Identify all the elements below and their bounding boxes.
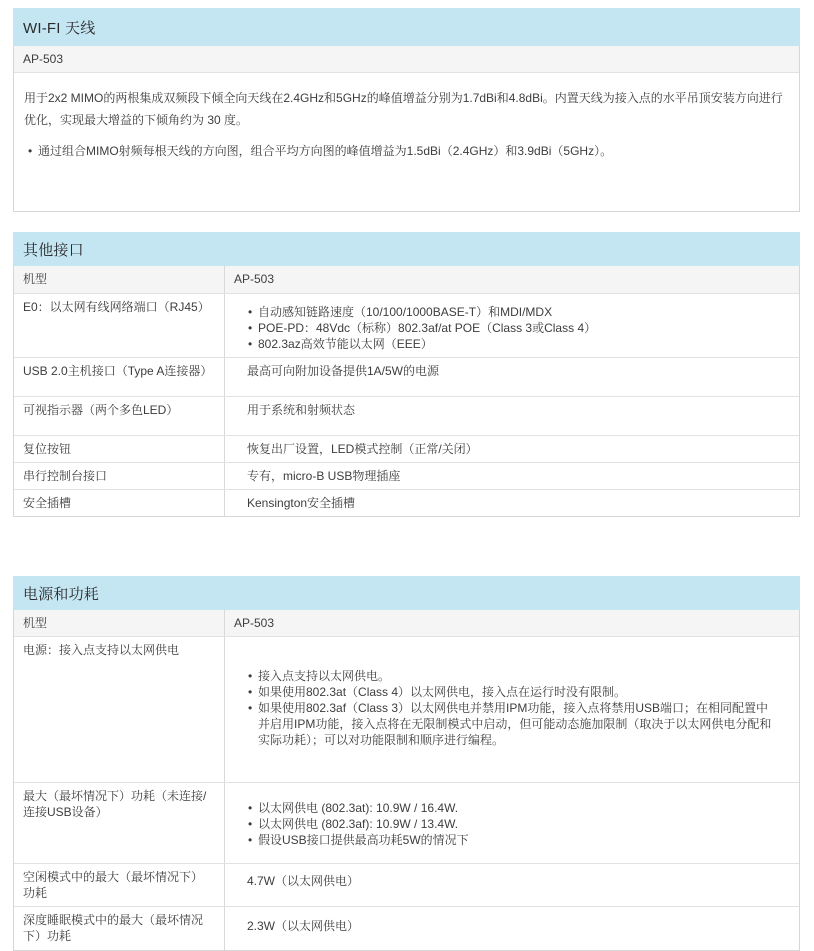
section-power-consumption <box>13 576 800 951</box>
table-row-ethernet-port <box>14 294 799 358</box>
section-title: WI-FI 天线 <box>23 19 96 37</box>
bullet-item: • 自动感知链路速度（10/100/1000BASE-T）和MDI/MDX <box>248 304 778 320</box>
table-row-power-source <box>14 637 799 783</box>
row-label: 串行控制台接口 <box>14 463 225 489</box>
model-subheader-row <box>14 610 799 637</box>
row-value <box>225 294 799 357</box>
bullet-item: • 802.3az高效节能以太网（EEE） <box>248 336 778 352</box>
row-label: 深度睡眠模式中的最大（最坏情况下）功耗 <box>14 907 225 950</box>
model-name: AP-503 <box>23 52 64 66</box>
row-value: 最高可向附加设备提供1A/5W的电源 <box>247 364 440 378</box>
row-label: 电源：接入点支持以太网供电 <box>14 637 225 782</box>
bullet-item: • 如果使用802.3af（Class 3）以太网供电并禁用IPM功能，接入点将禁用USB端口；在相同配置中并启用IPM功能，接入点将在无限制模式中启动，但可能动态施加限制（取决于以太网供电分配和实际功耗）；可以对功能限制和顺序进行编程。 <box>248 700 778 748</box>
bullet-item: • 如果使用802.3at（Class 4）以太网供电，接入点在运行时没有限制。 <box>248 684 778 700</box>
row-label: 安全插槽 <box>14 490 225 516</box>
section-other-interfaces <box>13 232 800 517</box>
bullet-list <box>234 668 789 748</box>
model-name: AP-503 <box>234 616 275 630</box>
row-label: 可视指示器（两个多色LED） <box>14 397 225 435</box>
section-header-other-interfaces <box>13 232 800 266</box>
model-subheader-row <box>14 46 799 73</box>
section-title: 电源和功耗 <box>23 585 100 603</box>
bullet-item: • 通过组合MIMO射频每根天线的方向图，组合平均方向图的峰值增益为1.5dBi（2.4GHz）和3.9dBi（5GHz）。 <box>28 141 768 161</box>
table-row-visual-indicators <box>14 397 799 436</box>
row-label: 复位按钮 <box>14 436 225 462</box>
row-value <box>225 637 799 782</box>
table-row-serial-console <box>14 463 799 490</box>
bullet-item: • 以太网供电 (802.3at): 10.9W / 16.4W. <box>248 800 778 816</box>
row-value: 专有，micro-B USB物理插座 <box>247 469 401 483</box>
power-consumption-table <box>13 610 800 951</box>
section-wifi-antenna <box>13 8 800 212</box>
antenna-description-cell <box>14 73 799 211</box>
bullet-item: • 接入点支持以太网供电。 <box>248 668 778 684</box>
table-row-usb-port <box>14 358 799 397</box>
wifi-antenna-table <box>13 46 800 212</box>
section-header-wifi-antenna <box>13 8 800 46</box>
row-label: USB 2.0主机接口（Type A连接器） <box>14 358 225 396</box>
table-row-reset-button <box>14 436 799 463</box>
section-header-power-consumption <box>13 576 800 610</box>
model-subheader-row <box>14 266 799 294</box>
model-name: AP-503 <box>234 272 275 286</box>
table-row-max-consumption <box>14 783 799 864</box>
bullet-list <box>234 304 789 352</box>
row-value <box>225 783 799 863</box>
table-row-security-slot <box>14 490 799 516</box>
row-label: 最大（最坏情况下）功耗（未连接/连接USB设备） <box>14 783 225 863</box>
other-interfaces-table <box>13 266 800 517</box>
row-value: Kensington安全插槽 <box>247 496 356 510</box>
column-header-model: 机型 <box>14 266 225 293</box>
bullet-item: • 假设USB接口提供最高功耗5W的情况下 <box>248 832 778 848</box>
row-value: 用于系统和射频状态 <box>247 403 356 417</box>
bullet-list <box>234 800 789 848</box>
antenna-bullet-list <box>24 141 785 161</box>
column-header-model: 机型 <box>14 610 225 636</box>
table-row <box>14 73 799 211</box>
row-value: 4.7W（以太网供电） <box>247 874 360 888</box>
bullet-item: • 以太网供电 (802.3af): 10.9W / 13.4W. <box>248 816 778 832</box>
section-title: 其他接口 <box>23 241 84 259</box>
row-value: 恢复出厂设置，LED模式控制（正常/关闭） <box>247 442 478 456</box>
antenna-description-paragraph: 用于2x2 MIMO的两根集成双频段下倾全向天线在2.4GHz和5GHz的峰值增益分别为1.7dBi和4.8dBi。内置天线为接入点的水平吊顶安装方向进行优化，实现最大增益的下倾角约为 30 度。 <box>24 91 783 127</box>
row-label: 空闲模式中的最大（最坏情况下）功耗 <box>14 864 225 906</box>
table-row-idle-consumption <box>14 864 799 907</box>
bullet-item: • POE-PD：48Vdc（标称）802.3af/at POE（Class 3或Class 4） <box>248 320 778 336</box>
row-value: 2.3W（以太网供电） <box>247 919 360 933</box>
table-row-deep-sleep-consumption <box>14 907 799 950</box>
row-label: E0：以太网有线网络端口（RJ45） <box>14 294 225 357</box>
